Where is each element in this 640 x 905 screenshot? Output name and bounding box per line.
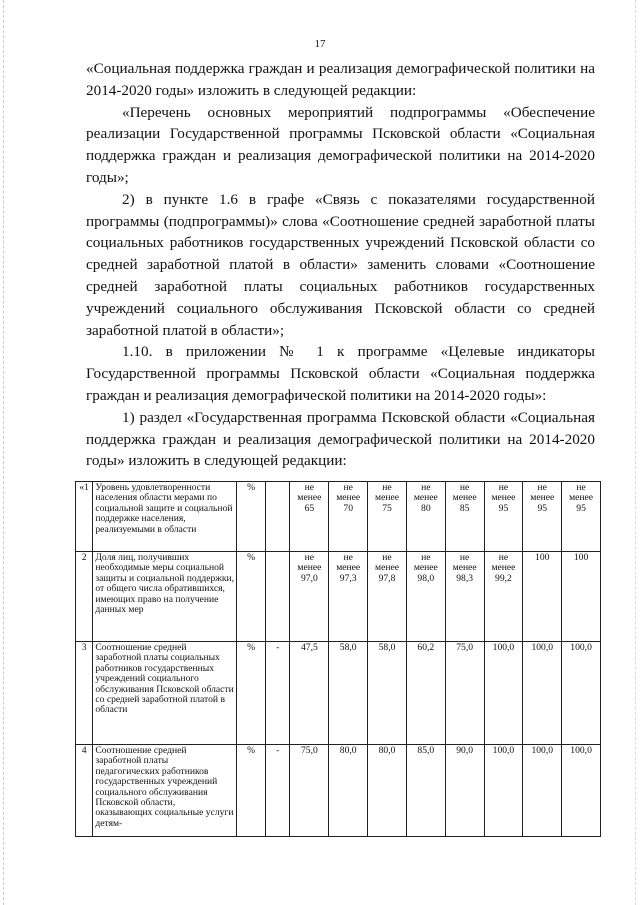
value-cell: не менее 99,2 xyxy=(484,552,523,642)
row-number: 2 xyxy=(76,552,93,642)
row-number: «1 xyxy=(76,482,93,552)
row-number: 3 xyxy=(76,642,93,745)
paragraph-1: «Социальная поддержка граждан и реализация демографической политики на 2014-2020 годы» изложить в следующей редакции: xyxy=(86,60,595,99)
unit-cell: % xyxy=(237,552,266,642)
value-cell: 47,5 xyxy=(290,642,329,745)
value-cell: не менее 97,3 xyxy=(329,552,368,642)
page-number: 17 xyxy=(314,38,326,50)
scan-edge-right xyxy=(635,0,637,905)
value-cell: не менее 80 xyxy=(406,482,445,552)
value-cell: 80,0 xyxy=(368,745,407,837)
value-cell: 100,0 xyxy=(562,745,601,837)
value-cell: не менее 95 xyxy=(484,482,523,552)
value-cell: 80,0 xyxy=(329,745,368,837)
value-cell: не менее 98,0 xyxy=(406,552,445,642)
value-cell: не менее 85 xyxy=(445,482,484,552)
value-cell: 90,0 xyxy=(445,745,484,837)
value-cell: 58,0 xyxy=(368,642,407,745)
value-cell: 58,0 xyxy=(329,642,368,745)
value-cell xyxy=(265,482,290,552)
value-cell: 85,0 xyxy=(406,745,445,837)
indicator-name: Соотношение средней заработной платы социальных работников государственных учреждений социального обслуживания Псковской области со средней заработной платой в области xyxy=(93,642,237,745)
value-cell: 100,0 xyxy=(523,745,562,837)
value-cell: 100 xyxy=(523,552,562,642)
paragraph-4: 1.10. в приложении № 1 к программе «Целевые индикаторы Государственной программы Псковской области «Социальная поддержка граждан и реализация демографической политики на 2014-2020 годы»: xyxy=(86,343,595,404)
value-cell: 100,0 xyxy=(523,642,562,745)
indicators-table xyxy=(75,481,601,837)
table-row xyxy=(76,552,601,642)
paragraph-5: 1) раздел «Государственная программа Псковской области «Социальная поддержка граждан и реализация демографической политики на 2014-2020 годы» изложить в следующей редакции: xyxy=(86,408,595,470)
unit-cell: % xyxy=(237,745,266,837)
value-cell: 100,0 xyxy=(562,642,601,745)
table-row xyxy=(76,482,601,552)
value-cell: не менее 95 xyxy=(523,482,562,552)
value-cell: не менее 98,3 xyxy=(445,552,484,642)
paragraph-3: 2) в пункте 1.6 в графе «Связь с показателями государственной программы (подпрограммы)» слова «Соотношение средней заработной платы социальных работников государственных учреждений Псковской области со средней заработной платой в области» заменить словами «Соотношение средней заработной платы социальных работников государственных учреждений социального обслуживания Псковской области со средней заработной платой в области»; xyxy=(86,190,595,339)
dash-cell: - xyxy=(265,745,290,837)
value-cell: 100,0 xyxy=(484,642,523,745)
value-cell: 60,2 xyxy=(406,642,445,745)
table-row xyxy=(76,642,601,745)
value-cell: не менее 97,8 xyxy=(368,552,407,642)
value-cell: не менее 95 xyxy=(562,482,601,552)
unit-cell: % xyxy=(237,482,266,552)
value-cell: 75,0 xyxy=(290,745,329,837)
indicator-name: Уровень удовлетворенности населения области мерами по социальной защите и социальной поддержке населения, реализуемыми в области xyxy=(93,482,237,552)
document-body xyxy=(86,58,595,472)
dash-cell: - xyxy=(265,642,290,745)
scan-edge-left xyxy=(3,0,5,905)
row-number: 4 xyxy=(76,745,93,837)
table-row xyxy=(76,745,601,837)
indicator-name: Доля лиц, получивших необходимые меры социальной защиты и социальной поддержки, от общего числа обратившихся, имеющих право на получение данных мер xyxy=(93,552,237,642)
value-cell: не менее 65 xyxy=(290,482,329,552)
value-cell xyxy=(265,552,290,642)
paragraph-2: «Перечень основных мероприятий подпрограммы «Обеспечение реализации Государственной программы Псковской области «Социальная поддержка граждан и реализация демографической политики на 2014-2020 годы»; xyxy=(86,103,595,186)
value-cell: 75,0 xyxy=(445,642,484,745)
value-cell: не менее 75 xyxy=(368,482,407,552)
value-cell: 100 xyxy=(562,552,601,642)
value-cell: не менее 97,0 xyxy=(290,552,329,642)
indicator-name: Соотношение средней заработной платы педагогических работников государственных учреждений социального обслуживания Псковской области, оказывающих социальные услуги детям- xyxy=(93,745,237,837)
value-cell: не менее 70 xyxy=(329,482,368,552)
value-cell: 100,0 xyxy=(484,745,523,837)
unit-cell: % xyxy=(237,642,266,745)
